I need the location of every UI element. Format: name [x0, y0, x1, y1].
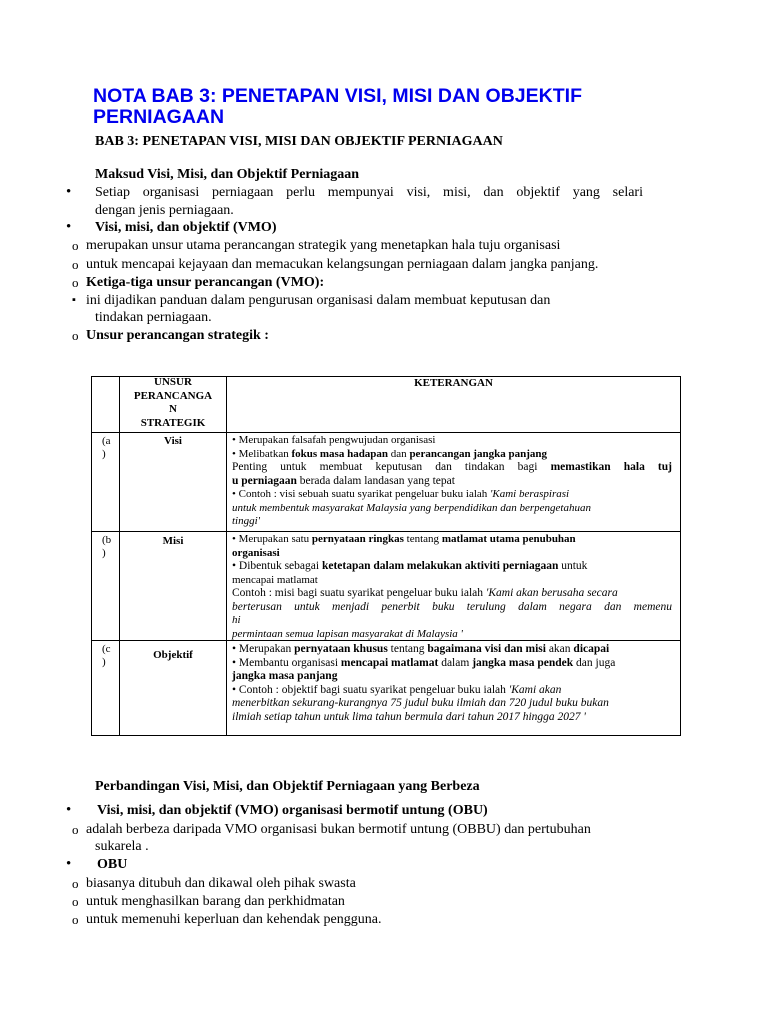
- circle-marker: o: [72, 238, 79, 253]
- circle-marker: o: [72, 275, 79, 290]
- row-description-visi: • Merupakan falsafah pengwujudan organisasi • Melibatkan fokus masa hadapan dan perancangan jangka panjang Penting untuk membuat keputusan dan tindakan bagi memastikan hala tuj u perniagaan berada dalam landasan yang tepat • Contoh : visi sebuah suatu syarikat pengeluar buku ialah 'Kami beraspirasi untuk membentuk masyarakat Malaysia yang berpendidikan dan berpengetahuan tinggi': [232, 434, 672, 527]
- sub-item-text: untuk menghasilkan barang dan perkhidmatan: [86, 894, 345, 909]
- sub-item-text: Unsur perancangan strategik :: [86, 328, 269, 343]
- square-marker: ▪: [72, 294, 76, 306]
- sub-item-text: biasanya ditubuh dan dikawal oleh pihak swasta: [86, 876, 356, 891]
- bullet-marker: •: [66, 184, 72, 200]
- sub-item-text: adalah berbeza daripada VMO organisasi bukan bermotif untung (OBBU) dan pertubuhan: [86, 822, 591, 837]
- circle-marker: o: [72, 876, 79, 891]
- row-index: (b ): [102, 534, 112, 559]
- table-header-description: KETERANGAN: [414, 377, 493, 389]
- bullet-text: OBU: [97, 857, 128, 872]
- circle-marker: o: [72, 912, 79, 927]
- bullet-marker: •: [66, 856, 72, 872]
- section-heading: Maksud Visi, Misi, dan Objektif Perniagaan: [95, 167, 360, 182]
- bullet-marker: •: [66, 219, 72, 235]
- row-index: (c ): [102, 643, 111, 668]
- row-name-visi: Visi: [164, 435, 182, 447]
- sub-item-text: untuk mencapai kejayaan dan memacukan kelangsungan perniagaan dalam jangka panjang.: [86, 257, 599, 272]
- row-index: (a ): [102, 435, 111, 460]
- row-name-objektif: Objektif: [153, 649, 193, 661]
- circle-marker: o: [72, 822, 79, 837]
- bullet-text: Visi, misi, dan objektif (VMO) organisasi bermotif untung (OBU): [97, 803, 488, 818]
- page-subtitle: BAB 3: PENETAPAN VISI, MISI DAN OBJEKTIF PERNIAGAAN: [95, 134, 503, 149]
- bullet-text: Visi, misi, dan objektif (VMO): [95, 220, 277, 235]
- circle-marker: o: [72, 894, 79, 909]
- square-item-text-cont: tindakan perniagaan.: [95, 310, 212, 325]
- row-description-misi: • Merupakan satu pernyataan ringkas tentang matlamat utama penubuhan organisasi • Dibentuk sebagai ketetapan dalam melakukan aktiviti perniagaan untuk mencapai matlamat Contoh : misi bagi suatu syarikat pengeluar buku ialah 'Kami akan berusaha secara berterusan untuk menjadi penerbit buku terulung dalam negara dan memenu hi permintaan semua lapisan masyarakat di Malaysia ': [232, 533, 672, 640]
- section-heading: Perbandingan Visi, Misi, dan Objektif Perniagaan yang Berbeza: [95, 779, 480, 794]
- square-item-text: ini dijadikan panduan dalam pengurusan organisasi dalam membuat keputusan dan: [86, 293, 551, 308]
- table-header-element: UNSUR PERANCANGA N STRATEGIK: [133, 376, 213, 429]
- sub-item-text: merupakan unsur utama perancangan strategik yang menetapkan hala tuju organisasi: [86, 238, 561, 253]
- sub-item-text: untuk memenuhi keperluan dan kehendak pengguna.: [86, 912, 382, 927]
- row-description-objektif: • Merupakan pernyataan khusus tentang bagaimana visi dan misi akan dicapai • Membantu organisasi mencapai matlamat dalam jangka masa pendek dan juga jangka masa panjang • Contoh : objektif bagi suatu syarikat pengeluar buku ialah 'Kami akan menerbitkan sekurang-kurangnya 75 judul buku ilmiah dan 720 judul buku bukan ilmiah setiap tahun untuk lima tahun bermula dari tahun 2017 hingga 2027 ': [232, 643, 616, 723]
- bullet-text: Setiap organisasi perniagaan perlu mempunyai visi, misi, dan objektif yang selari: [95, 185, 643, 200]
- sub-item-text-cont: sukarela .: [95, 839, 149, 854]
- bullet-marker: •: [66, 802, 72, 818]
- bullet-text-cont: dengan jenis perniagaan.: [95, 203, 234, 218]
- strategic-elements-table: [91, 376, 681, 736]
- sub-item-text: Ketiga-tiga unsur perancangan (VMO):: [86, 275, 325, 290]
- circle-marker: o: [72, 328, 79, 343]
- circle-marker: o: [72, 257, 79, 272]
- page-title: NOTA BAB 3: PENETAPAN VISI, MISI DAN OBJEKTIF PERNIAGAAN: [93, 85, 582, 128]
- row-name-misi: Misi: [162, 535, 184, 547]
